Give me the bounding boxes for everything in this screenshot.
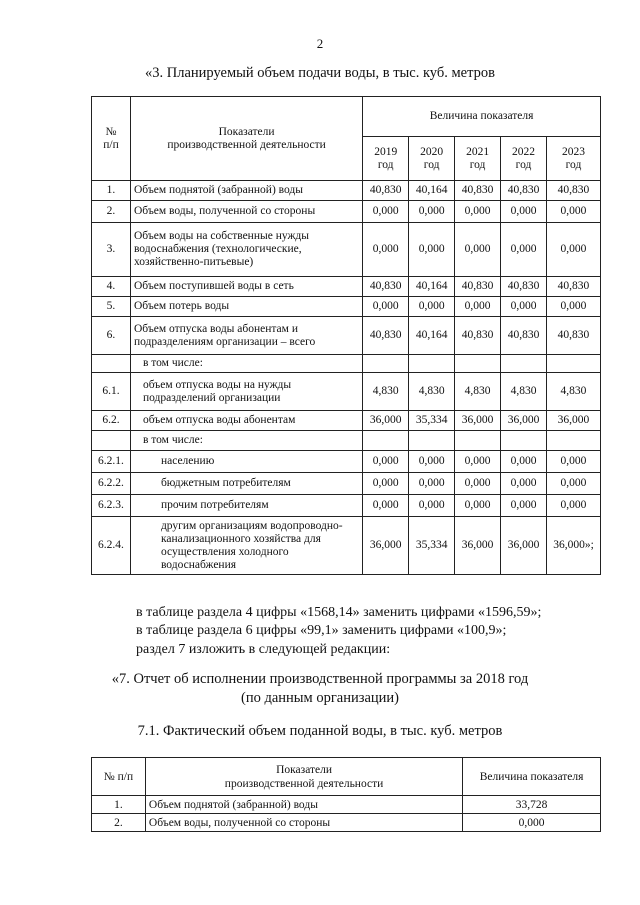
section-3-title: «3. Планируемый объем подачи воды, в тыс. куб. метров <box>145 65 495 81</box>
header-year: 2020 год <box>409 137 455 181</box>
header-indicator: Показатели производственной деятельности <box>145 758 462 796</box>
section-7-title: «7. Отчет об исполнении производственной программы за 2018 год <box>111 671 529 687</box>
header-year: 2022 год <box>501 137 547 181</box>
table-row: 6. Объем отпуска воды абонентам и подразделениям организации – всего 40,830 40,164 40,830 40,830 40,830 <box>92 317 601 355</box>
header-year: 2023 год <box>546 137 600 181</box>
section-7-subtitle: (по данным организации) <box>240 690 399 706</box>
table-row: 6.2.2. бюджетным потребителям 0,000 0,000 0,000 0,000 0,000 <box>92 473 601 495</box>
table-row: 5. Объем потерь воды 0,000 0,000 0,000 0,000 0,000 <box>92 297 601 317</box>
header-year: 2019 год <box>363 137 409 181</box>
table-row: 6.2.3. прочим потребителям 0,000 0,000 0,000 0,000 0,000 <box>92 495 601 517</box>
table-row: 3. Объем воды на собственные нужды водоснабжения (технологические, хозяйственно-питьевые) 0,000 0,000 0,000 0,000 0,000 <box>92 223 601 277</box>
amendment-paragraph: в таблице раздела 4 цифры «1568,14» заменить цифрами «1596,59»; <box>136 605 542 620</box>
table-row: 6.2.1. населению 0,000 0,000 0,000 0,000 0,000 <box>92 451 601 473</box>
table-row: 2. Объем воды, полученной со стороны 0,000 <box>92 814 601 832</box>
amendment-paragraph: раздел 7 изложить в следующей редакции: <box>136 642 391 657</box>
actual-water-volume-table <box>91 757 601 832</box>
section-7-1-title: 7.1. Фактический объем поданной воды, в тыс. куб. метров <box>137 723 503 739</box>
table-row: 6.2. объем отпуска воды абонентам 36,000 35,334 36,000 36,000 36,000 <box>92 411 601 431</box>
header-value: Величина показателя <box>363 97 601 137</box>
table-header-row <box>92 758 601 796</box>
table-row: в том числе: <box>92 355 601 373</box>
table-row: 1. Объем поднятой (забранной) воды 40,830 40,164 40,830 40,830 40,830 <box>92 181 601 201</box>
table-row: 2. Объем воды, полученной со стороны 0,000 0,000 0,000 0,000 0,000 <box>92 201 601 223</box>
header-num: № п/п <box>92 97 131 181</box>
header-num: № п/п <box>92 758 146 796</box>
amendment-paragraph: в таблице раздела 6 цифры «99,1» заменить цифрами «100,9»; <box>136 623 507 638</box>
table-header-row <box>92 97 601 137</box>
table-row: в том числе: <box>92 431 601 451</box>
header-value: Величина показателя <box>463 758 601 796</box>
header-year: 2021 год <box>455 137 501 181</box>
header-indicator: Показатели производственной деятельности <box>130 97 362 181</box>
table-row: 6.2.4. другим организациям водопроводно-канализационного хозяйства для осуществления холодного водоснабжения 36,000 35,334 36,000 36,000 36,000»; <box>92 517 601 575</box>
table-row: 4. Объем поступившей воды в сеть 40,830 40,164 40,830 40,830 40,830 <box>92 277 601 297</box>
page-number: 2 <box>316 36 324 51</box>
planned-water-volume-table <box>91 96 601 575</box>
table-row: 1. Объем поднятой (забранной) воды 33,728 <box>92 796 601 814</box>
table-row: 6.1. объем отпуска воды на нужды подразделений организации 4,830 4,830 4,830 4,830 4,830 <box>92 373 601 411</box>
